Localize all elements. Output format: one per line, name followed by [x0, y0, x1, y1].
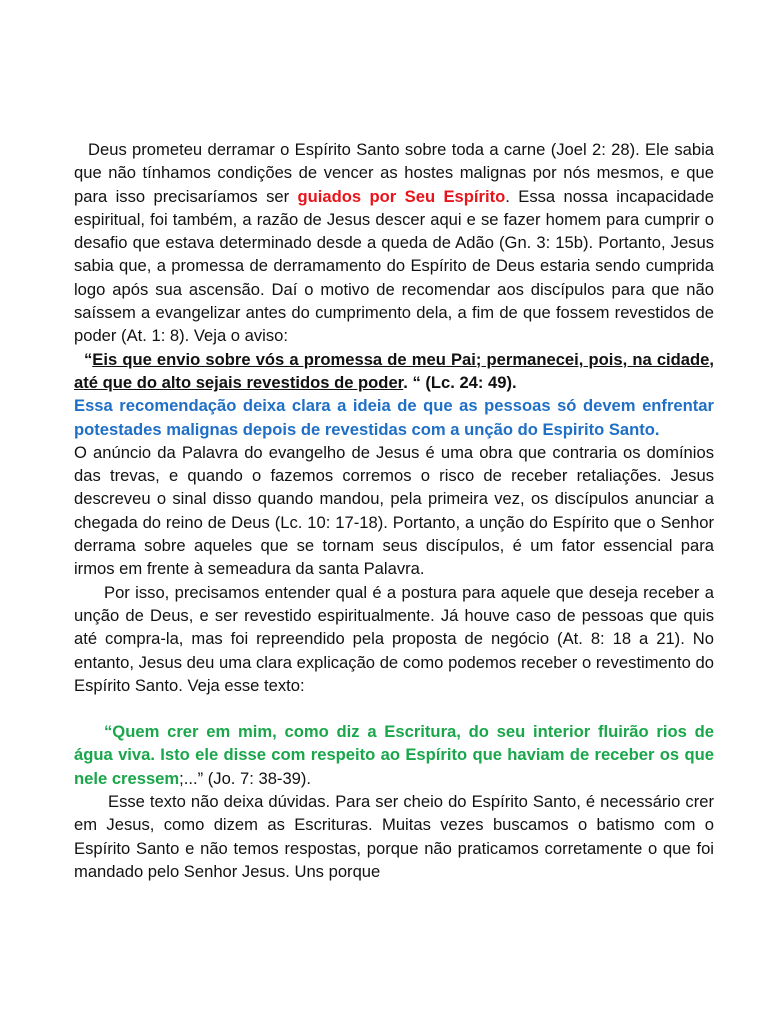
spacer: [74, 697, 714, 720]
quote-luke-close: . “ (Lc. 24: 49).: [403, 372, 517, 392]
paragraph-5: Esse texto não deixa dúvidas. Para ser cheio do Espírito Santo, é necessário crer em Jesus, como dizem as Escrituras. Muitas vezes buscamos o batismo com o Espírito Santo e não temos respostas, porque não praticamos corretamente o que foi mandado pelo Senhor Jesus. Uns porque: [74, 792, 714, 881]
quote-john-green: “Quem crer em mim, como diz a Escritura, do seu interior fluirão rios de água viva. Isto ele disse com respeito ao Espírito que haviam de receber os que nele cressem: [74, 722, 714, 788]
paragraph-1-text-after: . Essa nossa incapacidade espiritual, foi também, a razão de Jesus descer aqui e se fazer homem para cumprir o desafio que estava determinado desde a queda de Adão (Gn. 3: 15b). Portanto, Jesus sabia que, a promessa de derramamento do Espírito de Deus estaria sendo cumprida logo após sua ascensão. Daí o motivo de recomendar aos discípulos para que não saíssem a evangelizar antes do cumprimento dela, a fim de que fossem revestidos de poder (At. 1: 8). Veja o aviso:: [74, 186, 714, 346]
quote-luke-open: “: [84, 349, 93, 369]
paragraph-1: [74, 138, 714, 348]
highlight-guiados: guiados por Seu Espírito: [297, 186, 506, 206]
quote-john: [74, 720, 714, 790]
paragraph-2-blue: Essa recomendação deixa clara a ideia de que as pessoas só devem enfrentar potestades malignas depois de revestidas com a unção do Espirito Santo.: [74, 396, 714, 439]
document-page: [74, 138, 714, 883]
paragraph-1-text-before: Deus prometeu derramar o Espírito Santo sobre toda a carne (Joel 2: 28). Ele sabia que não tínhamos condições de vencer as hostes malignas por nós mesmos, e que para isso precisaríamos ser: [74, 140, 714, 206]
quote-luke-underlined: Eis que envio sobre vós a promessa de meu Pai; permanecei, pois, na cidade, até que do alto sejais revestidos de poder: [74, 349, 714, 392]
quote-john-rest: ;...” (Jo. 7: 38-39).: [179, 768, 312, 788]
paragraph-3: O anúncio da Palavra do evangelho de Jesus é uma obra que contraria os domínios das trevas, e quando o fazemos corremos o risco de receber retaliações. Jesus descreveu o sinal disso quando mandou, pela primeira vez, os discípulos anunciar a chegada do reino de Deus (Lc. 10: 17-18). Portanto, a unção do Espírito que o Senhor derrama sobre aqueles que se tornam seus discípulos, é um fator essencial para irmos em frente à semeadura da santa Palavra.: [74, 442, 714, 579]
quote-luke: [74, 348, 714, 395]
paragraph-4: Por isso, precisamos entender qual é a postura para aquele que deseja receber a unção de Deus, e ser revestido espiritualmente. Já houve caso de pessoas que quis até compra-la, mas foi repreendido pela proposta de negócio (At. 8: 18 a 21). No entanto, Jesus deu uma clara explicação de como podemos receber o revestimento do Espírito Santo. Veja esse texto:: [74, 582, 714, 695]
